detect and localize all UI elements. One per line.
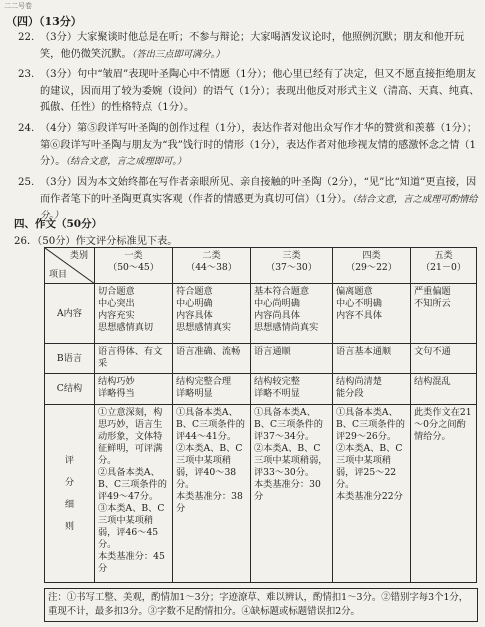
table-cell: 基本符合题意 中心尚明确 内容尚具体 思想感情尚真实 <box>251 284 333 344</box>
table-cell: 结构完整合理 详略明显 <box>173 374 251 405</box>
row-head-scoring-detail <box>45 405 95 583</box>
table-cell: ①具备本类A、B、C三项条件的评37～34分。 ②本类A、B、C三项中某项稍弱，评33～30分。 本类基准分：30分 <box>251 405 333 583</box>
table-cell: 严重偏题 不知所云 <box>411 284 477 344</box>
table-row-scoring-detail <box>45 405 477 583</box>
table-cell: 语言准确、流畅 <box>173 344 251 374</box>
table-cell: 结构混乱 <box>411 374 477 405</box>
table-cell: 切合题意 中心突出 内容充实 思想感情真切 <box>95 284 173 344</box>
class-range: （29～22） <box>346 262 397 273</box>
class-header-2 <box>173 248 251 284</box>
table-cell: 符合题意 中心明确 内容具体 思想感情真实 <box>173 284 251 344</box>
answer-note: （答出三点即可满分。） <box>131 48 225 60</box>
table-corner-cell <box>45 248 95 284</box>
section-four-heading: （四）（13分） <box>6 15 82 28</box>
writing-section-heading: 四、作文（50分） <box>14 218 103 230</box>
table-cell: 结构巧妙 详略得当 <box>95 374 173 405</box>
answer-text: （3分）大家聚谈时他总是在听；不参与辩论；大家喝酒发议论时，他照例沉默；朋友和他开玩笑，他仍微笑沉默。 <box>40 32 465 60</box>
class-range: （37～30） <box>266 262 317 273</box>
table-header-row <box>45 248 477 284</box>
class-name: 五类 <box>434 250 453 261</box>
class-header-3 <box>251 248 333 284</box>
corner-mark: 二二号卷 <box>4 2 32 10</box>
answer-23 <box>14 67 480 118</box>
table-cell: 文句不通 <box>411 344 477 374</box>
row-head-content: A内容 <box>45 284 95 344</box>
answer-number: 24. <box>18 123 35 134</box>
answer-list <box>14 30 480 226</box>
answer-24 <box>14 121 480 172</box>
class-header-4 <box>333 248 411 284</box>
corner-label-item: 项目 <box>49 270 68 280</box>
answer-text: （3分）句中“皱眉”表现叶圣陶心中不情愿（1分）；他心里已经有了决定，但又不愿直接拒绝朋友的建议，因而用了较为委婉（设问）的语气（1分）；表现出他反对形式主义（清高、天真、纯真、孤傲、任性）的性格特点（1分）。 <box>40 69 480 113</box>
row-head-vertical-label: 评分细则 <box>64 454 75 532</box>
table-cell: 偏离题意 中心不明确 内容不具体 <box>333 284 411 344</box>
table-cell: ①具备本类A、B、C三项条件的评44～41分。 ②本类A、B、C三项中某项稍弱，评40～38分。 本类基准分：38分 <box>173 405 251 583</box>
class-name: 二类 <box>202 250 221 261</box>
class-name: 三类 <box>282 250 301 261</box>
table-cell: ①立意深刻，构思巧妙，语言生动形象，文体特征鲜明，可评满分。 ②具备本类A、B、C三项条件的评49～47分。 ③本类A、B、C三项中某项稍弱，评46～45分。 本类基准分：45分 <box>95 405 173 583</box>
class-header-1 <box>95 248 173 284</box>
scoring-rubric-table <box>44 247 477 583</box>
class-name: 一类 <box>124 250 143 261</box>
table-cell: 结构尚清楚 能分段 <box>333 374 411 405</box>
table-row-language <box>45 344 477 374</box>
corner-label-class: 类别 <box>69 251 88 261</box>
row-head-language: B语言 <box>45 344 95 374</box>
class-range: （21－0） <box>420 262 467 273</box>
answer-note: （结合文意，言之成理即可。） <box>65 156 187 167</box>
table-cell: 语言通顺 <box>251 344 333 374</box>
answer-22 <box>14 30 480 64</box>
answer-number: 25. <box>18 177 35 188</box>
class-header-5 <box>411 248 477 284</box>
table-cell: ①具备本类A、B、C三项条件的评29～26分。 ②本类A、B、C三项中某项稍弱，评25～22分。 本类基准分22分 <box>333 405 411 583</box>
row-head-structure: C结构 <box>45 374 95 405</box>
table-cell: 此类作文在21～0分之间酌情给分。 <box>411 405 477 583</box>
table-row-structure <box>45 374 477 405</box>
table-cell: 结构较完整 详略不明显 <box>251 374 333 405</box>
table-cell: 语言得体、有文采 <box>95 344 173 374</box>
table-row-content <box>45 284 477 344</box>
answer-number: 23. <box>18 69 35 80</box>
class-range: （50～45） <box>108 262 159 273</box>
answer-text: （4分）第⑤段详写叶圣陶的创作过程（1分），表达作者对他出众写作才华的赞赏和羡慕（1分）；第⑥段详写叶圣陶与朋友为“我”饯行时的情形（1分），表达作者对他珍视友情的感激怀念之情（1分）。 <box>40 123 478 167</box>
answer-number: 22. <box>18 32 35 43</box>
class-range: （44～38） <box>186 262 237 273</box>
answer-text: （3分）因为本文始终都在写作者亲眼所见、亲自接触的叶圣陶（2分），“见”比“知道”更直接，因而作者笔下的叶圣陶更真实客观（作者的情感更为真切可信）（1分）。 <box>40 177 477 205</box>
table-cell: 语言基本通顺 <box>333 344 411 374</box>
q26-heading: 26．（50分）作文评分标准见下表。 <box>14 236 178 247</box>
class-name: 四类 <box>362 250 381 261</box>
answer-note: （结合文意，言之成理可酌情给分。） <box>40 193 478 221</box>
rubric-footnote: 注：①书写工整、美观，酌情加1～3分；字迹潦草、难以辨认，酌情扣1～3分。②错别字每3个1分，重现不计，最多扣3分。③字数不足酌情扣分。④缺标题或标题错误扣2分。 <box>44 588 478 622</box>
